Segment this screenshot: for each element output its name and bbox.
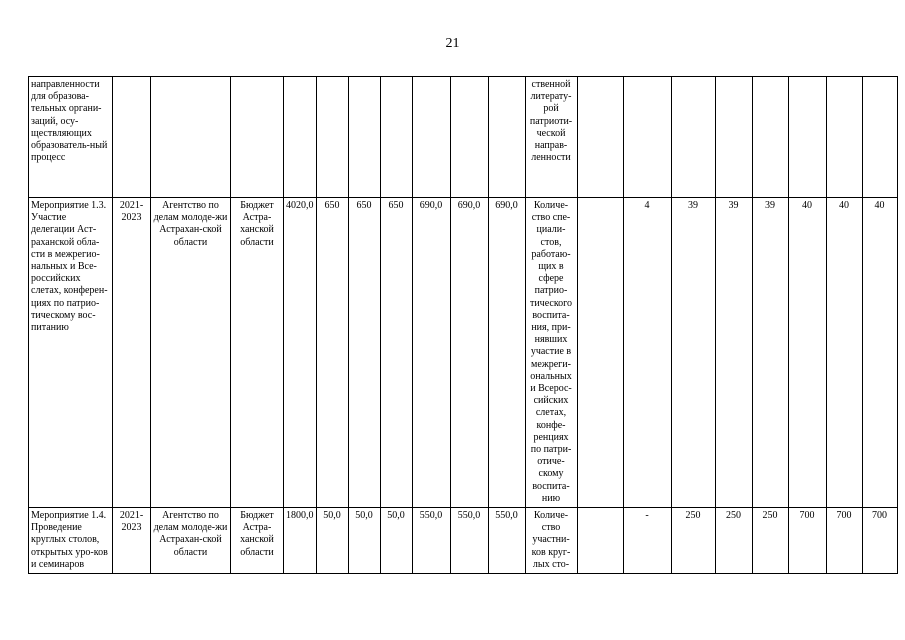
year-value-cell [316,77,348,198]
measure-cell: направленности для образова-тельных органи-заций, осу-ществляющих образователь-ный процесс [29,77,113,198]
source-cell [231,77,284,198]
unit-cell [577,198,623,508]
target-value-cell: 39 [752,198,788,508]
page-number: 21 [445,36,460,51]
table-row [29,198,898,508]
target-value-cell: 40 [826,198,862,508]
executor-cell [151,77,231,198]
target-value-cell [671,77,715,198]
total-cell: 4020,0 [284,198,317,508]
target-value-cell: 700 [788,508,826,574]
total-cell [284,77,317,198]
period-cell [113,77,151,198]
target-value-cell: 700 [826,508,862,574]
period-cell: 2021-2023 [113,508,151,574]
target-value-cell [862,77,897,198]
year-value-cell: 550,0 [488,508,525,574]
unit-cell [577,508,623,574]
source-cell: Бюджет Астра-ханской области [231,198,284,508]
target-value-cell: 700 [862,508,897,574]
year-value-cell [412,77,450,198]
target-value-cell: 40 [788,198,826,508]
base-value-cell: 4 [623,198,671,508]
year-value-cell: 650 [380,198,412,508]
target-value-cell: 39 [715,198,752,508]
year-value-cell: 50,0 [380,508,412,574]
measure-cell: Мероприятие 1.3. Участие делегации Аст-раханской обла-сти в межрегио-нальных и Все-российских слетах, конферен-циях по патрио-тическому вос-питанию [29,198,113,508]
source-cell: Бюджет Астра-ханской области [231,508,284,574]
year-value-cell: 690,0 [488,198,525,508]
year-value-cell: 50,0 [316,508,348,574]
target-value-cell: 40 [862,198,897,508]
total-cell: 1800,0 [284,508,317,574]
year-value-cell: 550,0 [412,508,450,574]
executor-cell: Агентство по делам молоде-жи Астрахан-ской области [151,508,231,574]
period-cell: 2021-2023 [113,198,151,508]
unit-cell [577,77,623,198]
table-row [29,77,898,198]
year-value-cell: 690,0 [412,198,450,508]
year-value-cell: 690,0 [450,198,488,508]
measure-cell: Мероприятие 1.4. Проведение круглых столов, открытых уро-ков и семинаров [29,508,113,574]
indicator-cell: Количе-ство спе-циали-стов, работаю-щих в сфере патрио-тического воспита-ния, при-нявших участие в межреги-ональных и Всерос-сийских слетах, конфе-ренциях по патри-отиче-скому воспита-нию [525,198,577,508]
year-value-cell [450,77,488,198]
target-value-cell [788,77,826,198]
target-value-cell [715,77,752,198]
indicator-cell: ственной литерату-рой патриоти-ческой направ-ленности [525,77,577,198]
base-value-cell: - [623,508,671,574]
target-value-cell: 250 [715,508,752,574]
base-value-cell [623,77,671,198]
target-value-cell: 250 [752,508,788,574]
indicator-cell: Количе-ство участни-ков круг-лых сто- [525,508,577,574]
year-value-cell [380,77,412,198]
year-value-cell [348,77,380,198]
program-table [28,76,898,574]
target-value-cell [826,77,862,198]
target-value-cell: 250 [671,508,715,574]
year-value-cell: 650 [316,198,348,508]
target-value-cell [752,77,788,198]
target-value-cell: 39 [671,198,715,508]
year-value-cell [488,77,525,198]
table-row [29,508,898,574]
year-value-cell: 650 [348,198,380,508]
year-value-cell: 50,0 [348,508,380,574]
year-value-cell: 550,0 [450,508,488,574]
executor-cell: Агентство по делам молоде-жи Астрахан-ской области [151,198,231,508]
